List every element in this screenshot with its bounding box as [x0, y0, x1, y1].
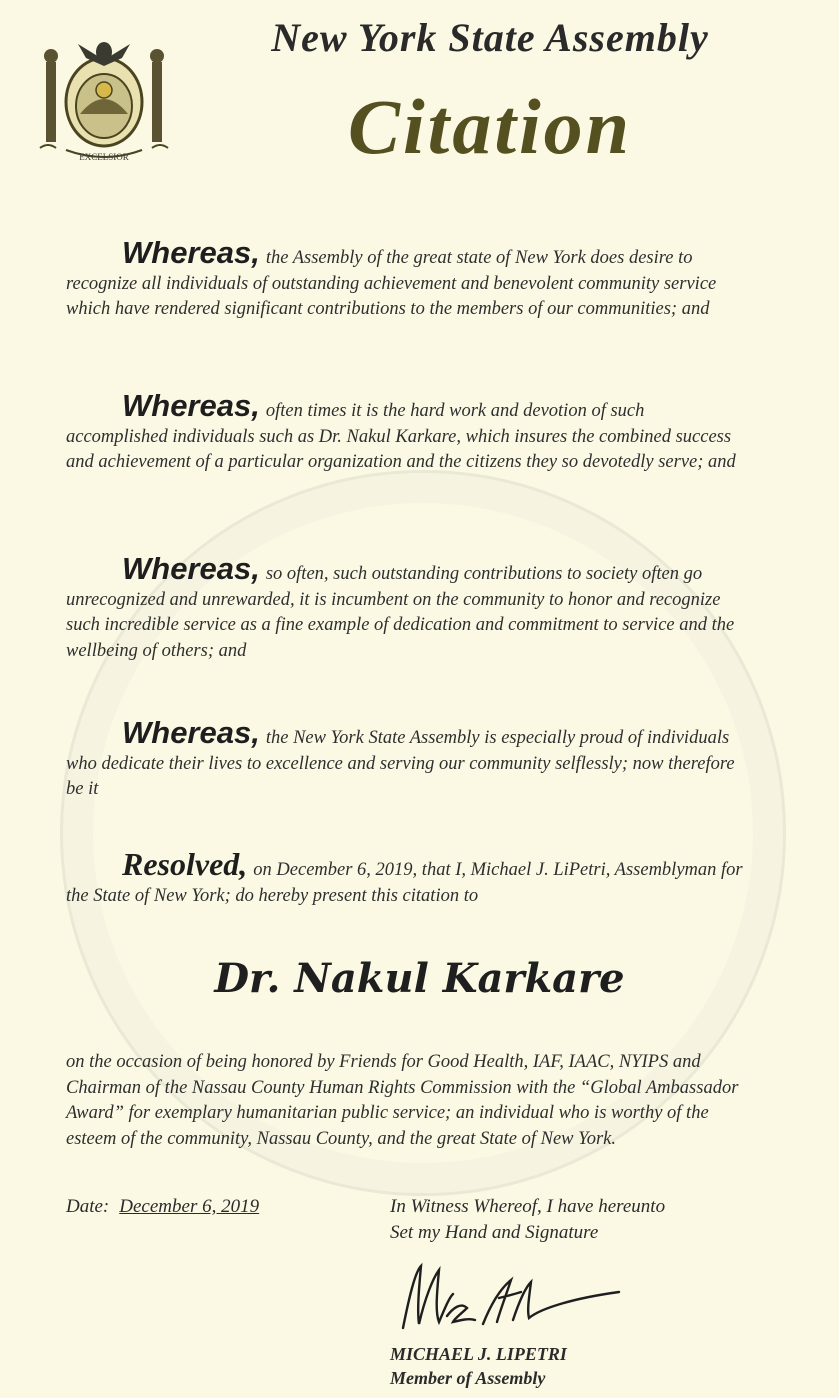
- paragraph-text: the Assembly of the great state of New York does desire to recognize all individuals of outstanding achievement and benevolent community service which have rendered significant contributions to the members of our communities; and: [66, 248, 717, 319]
- honoree-name: Dr. Nakul Karkare: [214, 955, 625, 1002]
- whereas-paragraph-4: [66, 715, 746, 803]
- signer-block: [390, 1342, 567, 1390]
- resolved-paragraph: [66, 846, 746, 909]
- new-york-state-seal-icon: [28, 14, 180, 166]
- date-line: [66, 1196, 259, 1218]
- signer-name: MICHAEL J. LIPETRI: [390, 1344, 567, 1364]
- date-label: Date:: [66, 1196, 110, 1217]
- witness-line-2: Set my Hand and Signature: [390, 1222, 599, 1243]
- paragraph-lead: Whereas,: [122, 388, 260, 423]
- paragraph-lead: Whereas,: [122, 551, 260, 586]
- whereas-paragraph-2: [66, 388, 746, 476]
- paragraph-lead: Whereas,: [122, 235, 260, 270]
- closing-paragraph: on the occasion of being honored by Friends for Good Health, IAF, IAAC, NYIPS and Chairman of the Nassau County Human Rights Commission with the “Global Ambassador Award” for exemplary humanitarian public service; an individual who is worthy of the esteem of the community, Nassau County, and the great State of New York.: [66, 1052, 739, 1149]
- handwritten-signature: [395, 1258, 625, 1338]
- date-value: December 6, 2019: [119, 1196, 260, 1217]
- paragraph-text: on December 6, 2019, that I, Michael J. LiPetri, Assemblyman for the State of New York; do hereby present this citation to: [66, 860, 743, 906]
- paragraph-lead: Resolved,: [122, 846, 248, 882]
- svg-text:EXCELSIOR: EXCELSIOR: [79, 152, 129, 162]
- paragraph-lead: Whereas,: [122, 715, 260, 750]
- signer-title: Member of Assembly: [390, 1368, 546, 1388]
- whereas-paragraph-1: [66, 235, 746, 323]
- paragraph-text: so often, such outstanding contributions to society often go unrecognized and unrewarded, it is incumbent on the community to honor and recognize such incredible service as a fine example of dedication and commitment to service and the wellbeing of others; and: [66, 564, 735, 661]
- citation-heading: Citation: [347, 83, 633, 170]
- assembly-title: New York State Assembly: [271, 15, 709, 60]
- paragraph-text: the New York State Assembly is especially proud of individuals who dedicate their lives to excellence and serving our community selflessly; now therefore be it: [66, 728, 735, 799]
- witness-line-1: In Witness Whereof, I have hereunto: [390, 1196, 666, 1217]
- paragraph-text: often times it is the hard work and devotion of such accomplished individuals such as Dr. Nakul Karkare, which insures the combined success and achievement of a particular organization and the citizens they so devotedly serve; and: [66, 401, 736, 472]
- witness-statement: [390, 1194, 665, 1246]
- whereas-paragraph-3: [66, 551, 746, 664]
